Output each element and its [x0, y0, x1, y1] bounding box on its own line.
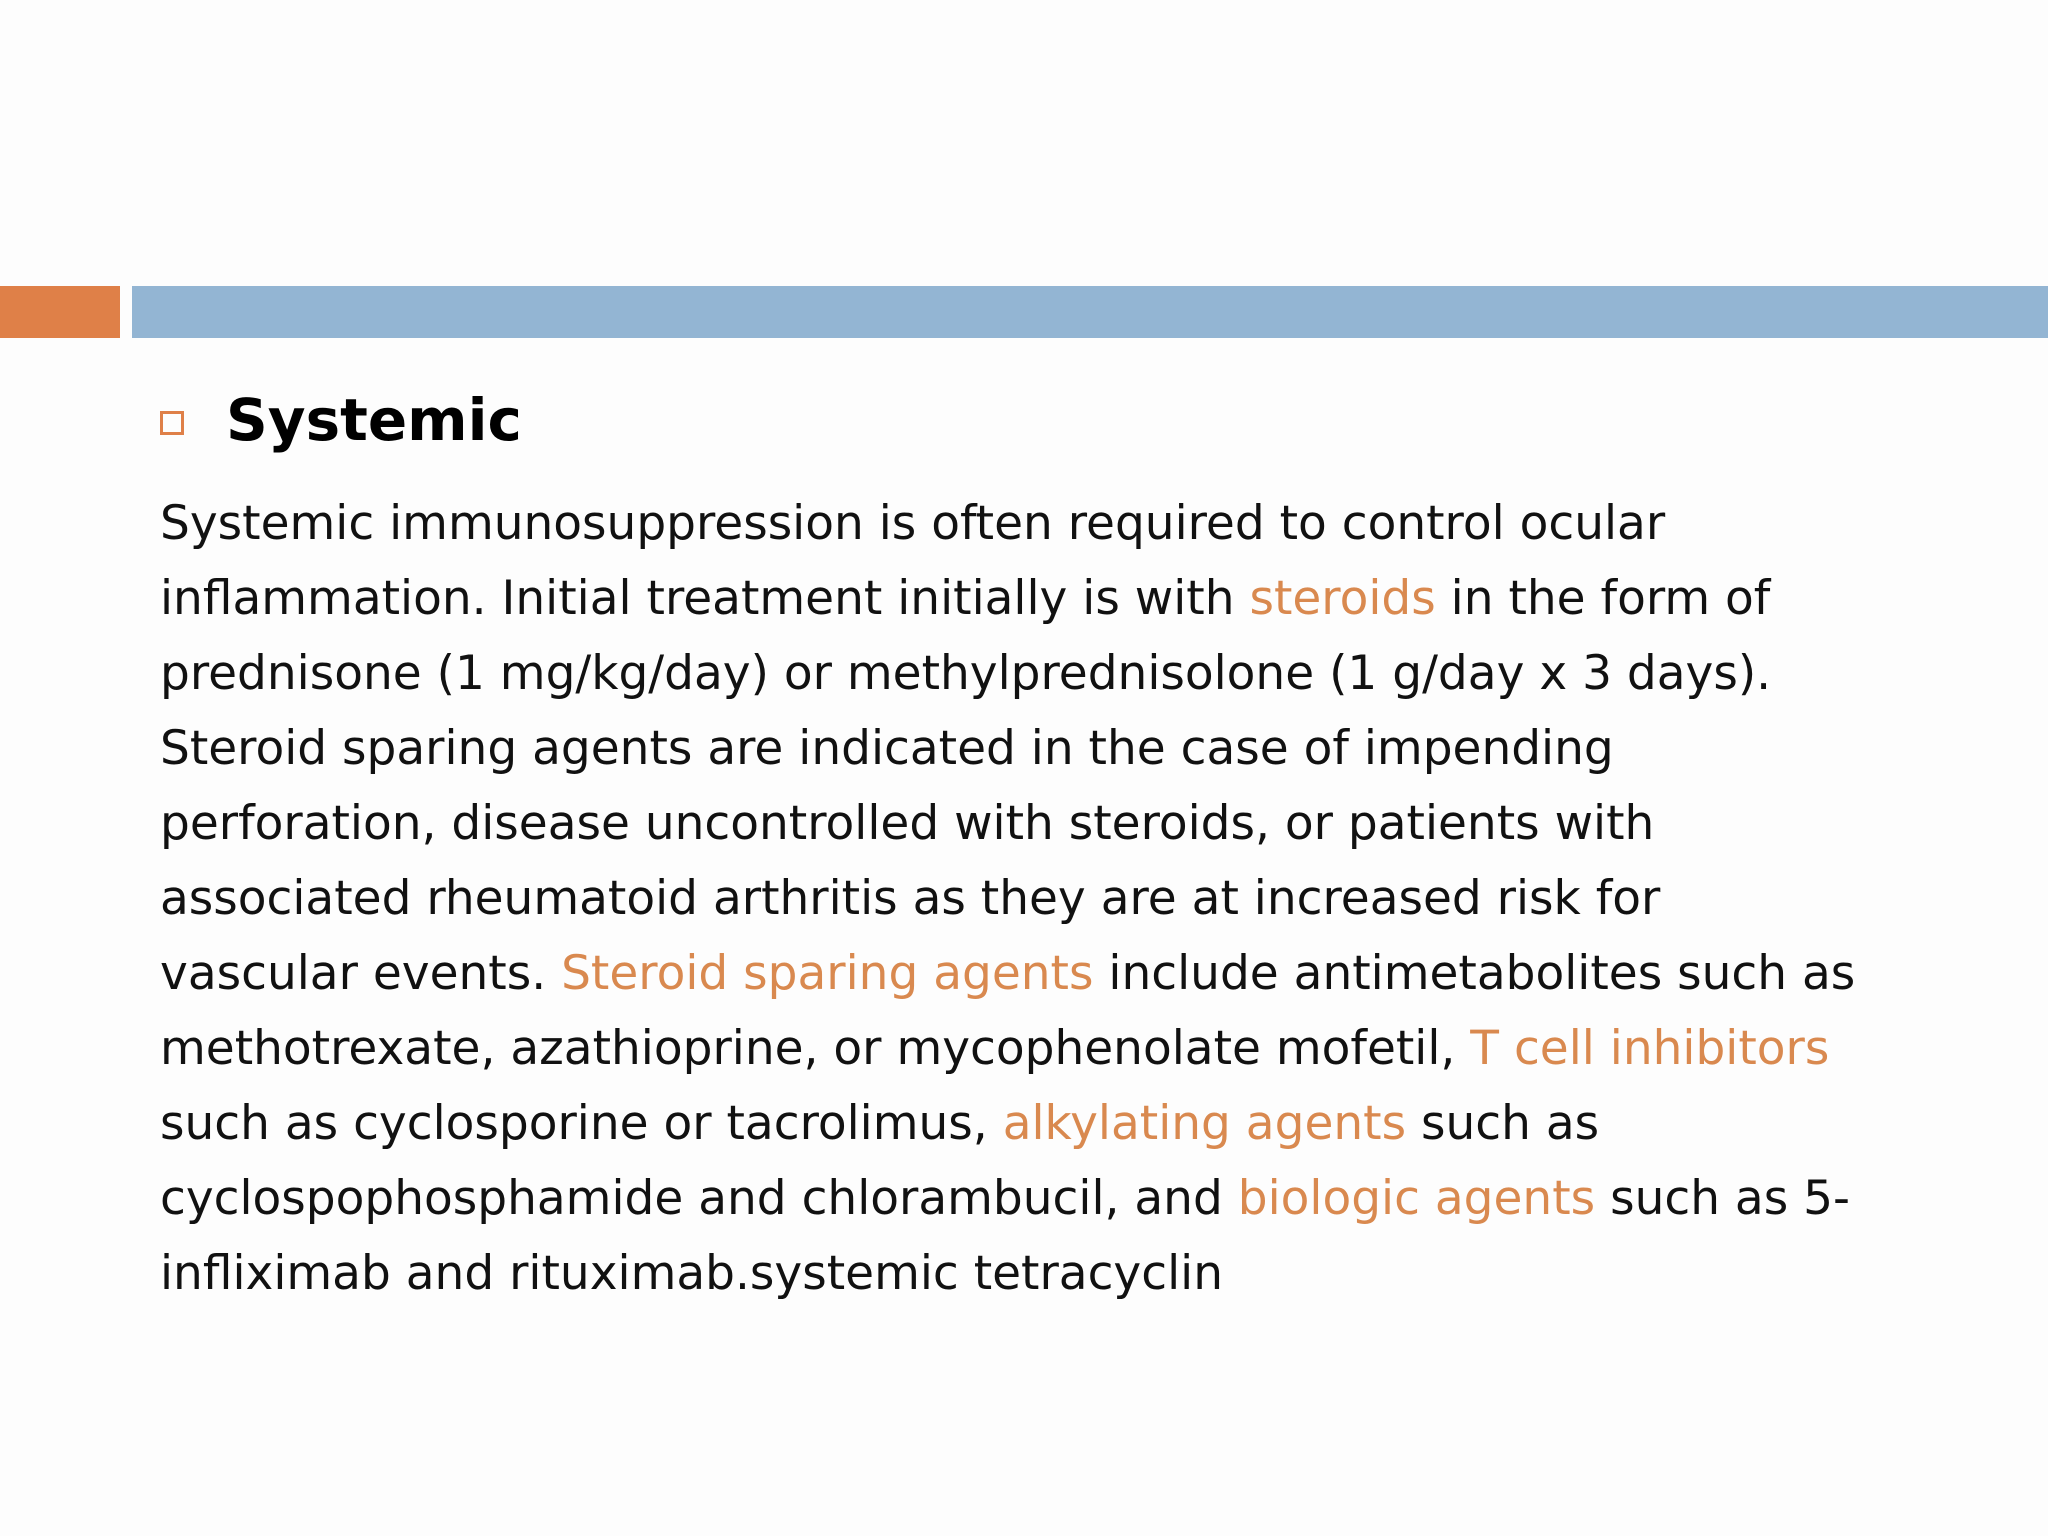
text-run: Systemic immunosuppression is often required to control ocular [160, 496, 1666, 551]
highlight-steroids: steroids [1249, 571, 1436, 626]
text-run: such as [1406, 1096, 1600, 1151]
body-line-8 [160, 1011, 1950, 1086]
body-line-10 [160, 1161, 1950, 1236]
hollow-square-bullet-icon [160, 411, 184, 435]
text-run: methotrexate, azathioprine, or mycophenolate mofetil, [160, 1021, 1471, 1076]
body-line-4 [160, 711, 1950, 786]
accent-bar-orange [0, 286, 120, 338]
text-run: vascular events. [160, 946, 562, 1001]
body-line-2 [160, 561, 1950, 636]
bullet-heading [160, 380, 522, 460]
text-run: prednisone (1 mg/kg/day) or methylprednisolone (1 g/day x 3 days). [160, 646, 1772, 701]
text-run: in the form of [1435, 571, 1771, 626]
text-run: include antimetabolites such as [1093, 946, 1856, 1001]
highlight-alkylating-agents: alkylating agents [1002, 1096, 1407, 1151]
body-line-11 [160, 1236, 1950, 1311]
text-run: cyclospophosphamide and chlorambucil, and [160, 1171, 1238, 1226]
body-paragraph [160, 486, 1950, 1311]
body-line-9 [160, 1086, 1950, 1161]
text-run: perforation, disease uncontrolled with steroids, or patients with [160, 796, 1655, 851]
highlight-t-cell-inhibitors: T cell inhibitors [1470, 1021, 1830, 1076]
body-line-3 [160, 636, 1950, 711]
body-line-6 [160, 861, 1950, 936]
body-line-7 [160, 936, 1950, 1011]
accent-bar-blue [132, 286, 2048, 338]
body-line-5 [160, 786, 1950, 861]
heading-text: Systemic [226, 386, 522, 454]
body-line-1 [160, 486, 1950, 561]
text-run: infliximab and rituximab.systemic tetracyclin [160, 1246, 1223, 1301]
text-run: inflammation. Initial treatment initially is with [160, 571, 1250, 626]
text-run: such as cyclosporine or tacrolimus, [160, 1096, 1003, 1151]
highlight-steroid-sparing-agents: Steroid sparing agents [561, 946, 1094, 1001]
text-run: such as 5- [1595, 1171, 1851, 1226]
highlight-biologic-agents: biologic agents [1237, 1171, 1596, 1226]
text-run: Steroid sparing agents are indicated in the case of impending [160, 721, 1614, 776]
text-run: associated rheumatoid arthritis as they are at increased risk for [160, 871, 1661, 926]
